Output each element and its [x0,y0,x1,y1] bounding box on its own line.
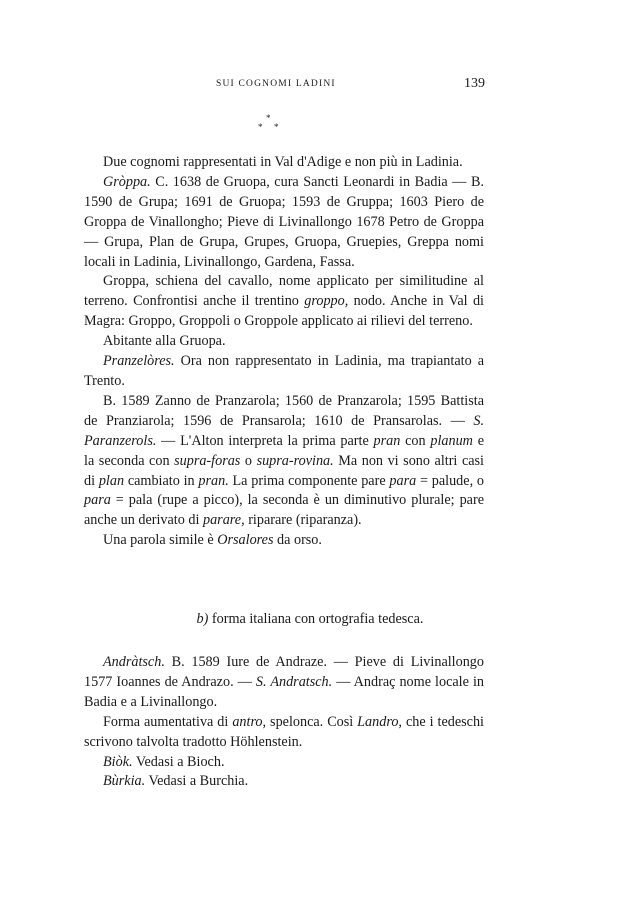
entry-term: Andràtsch. [103,654,165,670]
text-block-lower [84,653,484,792]
asterism-divider [255,114,285,136]
entry-term: Biòk. [103,753,133,770]
text-block-upper [84,153,484,551]
paragraph-forma-aumentativa: Forma aumentativa di antro, spelonca. Così Landro, che i tedeschi scrivono talvolta tradotto Höhlenstein. [84,713,484,750]
entry-term: Pranzelòres. [103,353,175,370]
entry-andratsch: Andràtsch. B. 1589 Iure de Andraze. — Pieve di Livinallongo 1577 Ioannes de Andrazo. — S. Andratsch. — Andraç nome locale in Badia e a Livinallongo. [84,654,484,710]
entry-burkia: Bùrkia. Vedasi a Burchia. [103,773,249,790]
page-number: 139 [464,76,485,91]
entry-term: Bùrkia. [103,773,146,790]
paragraph-abitante: Abitante alla Gruopa. [103,333,226,350]
paragraph-orsalores: Una parola simile è Orsalores da orso. [103,532,322,549]
section-label: b) [196,611,209,627]
asterisk-mark: * [258,122,263,132]
entry-term: Gròppa. [103,173,151,190]
entry-biok: Biòk. Vedasi a Bioch. [103,753,225,770]
running-title: SUI COGNOMI LADINI [216,79,336,89]
section-title: forma italiana con ortografia tedesca. [208,611,424,627]
section-heading [0,611,620,628]
paragraph-groppa-meaning: Groppa, schiena del cavallo, nome applicato per similitudine al terreno. Confrontisi anche il trentino groppo, nodo. Anche in Val di Magra: Groppo, Groppoli o Groppole applicato ai rilievi del terreno. [84,273,484,330]
entry-pranzelores: Pranzelòres. Ora non rappresentato in Ladinia, ma trapiantato a Trento. [84,353,484,389]
paragraph-intro: Due cognomi rappresentati in Val d'Adige e non più in Ladinia. [103,154,463,170]
entry-groppa: Gròppa. C. 1638 de Gruopa, cura Sancti Leonardi in Badia — B. 1590 de Grupa; 1691 de Gruopa; 1593 de Gruppa; 1603 Piero de Groppa de Vinallongho; Pieve di Livinallongo 1678 Petro de Groppa — Grupa, Plan de Grupa, Grupes, Gruopa, Gruepies, Greppa nomi locali in Ladinia, Livinallongo, Gardena, Fassa. [84,173,484,270]
paragraph-pranzelores-records: B. 1589 Zanno de Pranzarola; 1560 de Pranzarola; 1595 Battista de Pranziarola; 1596 de Pransarola; 1610 de Pransarolas. — S. Paranzerols. — L'Alton interpreta la prima parte pran con planum e la seconda con supra-foras o supra-rovina. Ma non vi sono altri casi di plan cambiato in pran. La prima componente pare para = palude, o para = pala (rupe a picco), la seconda è un diminutivo plurale; pare anche un derivato di parare, riparare (riparanza). [84,392,484,529]
asterisk-mark: * [274,122,279,132]
asterisk-mark: * [266,113,271,123]
